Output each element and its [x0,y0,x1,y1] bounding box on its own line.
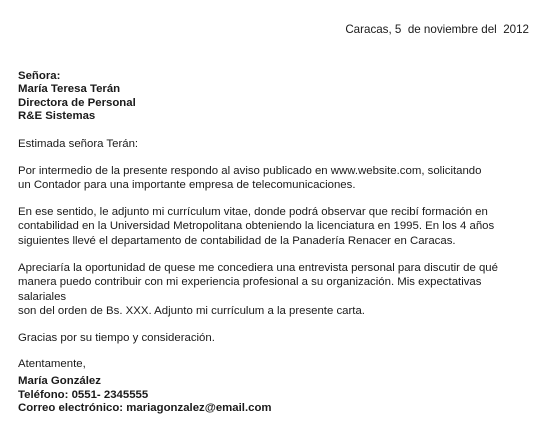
letter-closing: Atentamente, [18,357,86,370]
paragraph-2: En ese sentido, le adjunto mi currículum vitae, donde podrá observar que recibí formación en contabilidad en la Universidad Metropolitana obteniendo la licenciatura en 1995. En los 4 años siguientes llevé el departamento de contabilidad de la Panadería Renacer en Caracas. [18,205,495,247]
signature-email: Correo electrónico: mariagonzalez@email.com [18,402,272,415]
recipient-salutation: Señora: [18,70,61,82]
recipient-name: María Teresa Terán [18,83,121,96]
recipient-block [18,70,136,124]
paragraph-1: Por intermedio de la presente respondo al aviso publicado en www.website.com, solicitando un Contador para una importante empresa de telecomunicaciones. [18,164,482,192]
letter-date: Caracas, 5 de noviembre del 2012 [345,23,529,36]
signature-phone: Teléfono: 0551- 2345555 [18,388,149,401]
recipient-company: R&E Sistemas [18,110,96,123]
signature-block [18,375,272,416]
recipient-title: Directora de Personal [18,96,136,109]
letter-body [18,137,528,371]
paragraph-3: Apreciaría la oportunidad de quese me concediera una entrevista personal para discutir de qué manera puedo contribuir con mi experiencia profesional a su organización. Mis expectativas salariales son del orden de Bs. XXX. Adjunto mi currículum a la presente carta. [18,261,498,318]
paragraph-4: Gracias por su tiempo y consideración. [18,331,215,344]
signature-name: María González [18,375,101,387]
letter-greeting: Estimada señora Terán: [18,138,139,150]
